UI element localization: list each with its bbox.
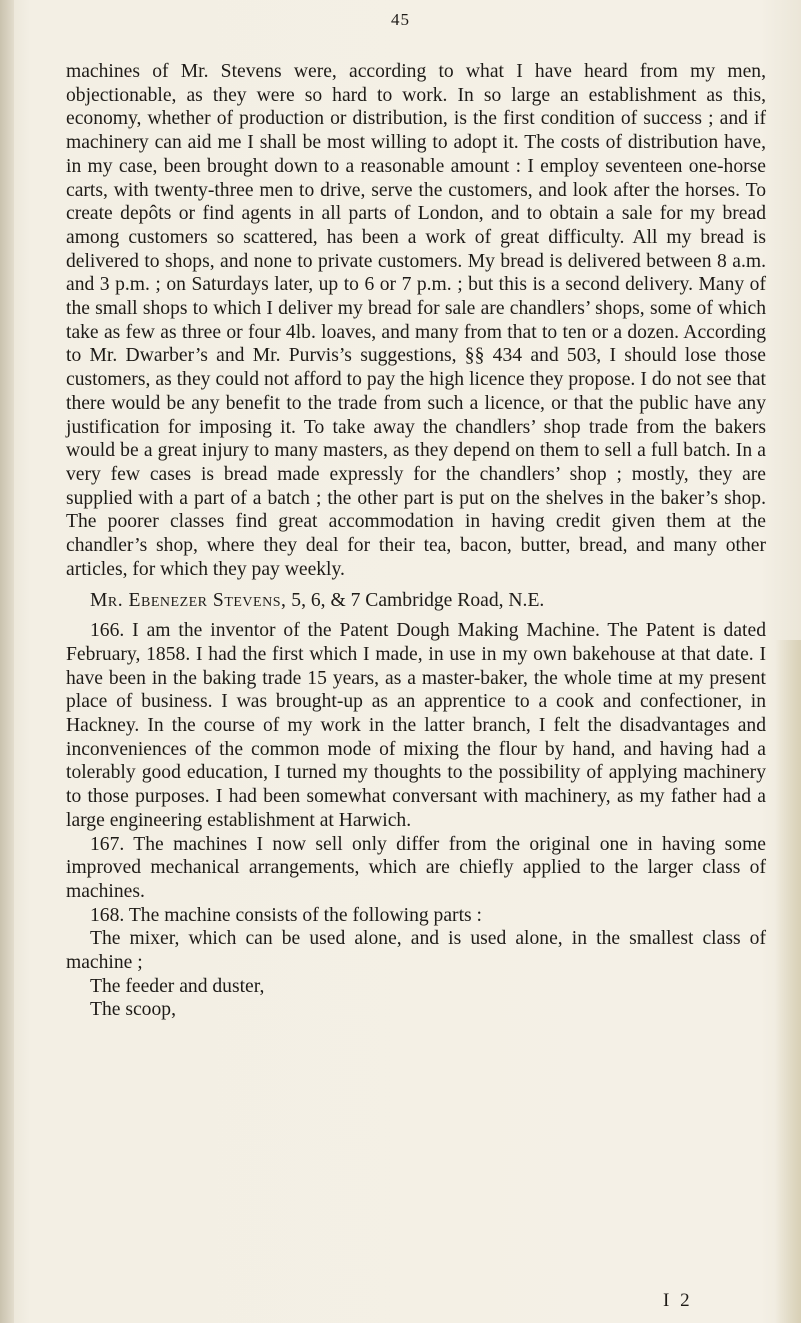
paragraph-167: 167. The machines I now sell only differ from the original one in having some improved mechanical arrangements, which are chiefly applied to the larger class of machines. [66,833,766,902]
paragraph-168: 168. The machine consists of the following parts : [90,904,482,926]
page-edge-stain [775,640,801,1323]
list-item-feeder: The feeder and duster, [90,975,265,997]
page-gutter-shadow [0,0,14,1323]
paragraph-continuation: machines of Mr. Stevens were, according to what I have heard from my men, objectionable, as they were so hard to work. In so large an establishment as this, economy, whether of production or distribution, is the first condition of success ; and if machinery can aid me I shall be most willing to adopt it. The costs of distribution have, in my case, been brought down to a reasonable amount : I employ seventeen one-horse carts, with twenty-three men to drive, serve the customers, and look after the horses. To create depôts or find agents in all parts of London, and to obtain a sale for my bread among customers so scattered, has been a work of great difficulty. All my bread is delivered to shops, and none to private customers. My bread is delivered between 8 a.m. and 3 p.m. ; on Saturdays later, up to 6 or 7 p.m. ; but this is a second delivery. Many of the small shops to which I deliver my bread for sale are chandlers’ shops, some of which take as few as three or four 4lb. loaves, and many from that to ten or a dozen. According to Mr. Dwarber’s and Mr. Purvis’s suggestions, §§ 434 and 503, I should lose those customers, as they could not afford to pay the high licence they propose. I do not see that there would be any benefit to the trade from such a licence, or that the public have any justification for imposing it. To take away the chandlers’ shop trade from the bakers would be a great injury to many masters, as they depend on them to sell a full batch. In a very few cases is bread made expressly for the chandlers’ shop ; mostly, they are supplied with a part of a batch ; the other part is put on the shelves in the baker’s shop. The poorer classes find great accommodation in having credit given them at the chandler’s shop, where they deal for their tea, bacon, butter, bread, and many other articles, for which they pay weekly. [66,61,766,580]
list-item-scoop: The scoop, [90,999,176,1021]
paragraph-166: 166. I am the inventor of the Patent Dough Making Machine. The Patent is dated February, 1858. I had the first which I made, in use in my own bakehouse at that date. I have been in the baking trade 15 years, as a master-baker, the whole time at my present place of business. I was brought-up as an apprentice to a cook and confectioner, in Hackney. In the course of my work in the latter branch, I felt the disadvantages and inconveniences of the common mode of mixing the flour by hand, and having had a tolerably good education, I turned my thoughts to the possibility of applying machinery to those purposes. I had been somewhat conversant with machinery, as my father had a large engineering establishment at Harwich. [66,620,766,831]
witness-name: Mr. Ebenezer Stevens, [90,590,287,612]
printer-signature-mark: I 2 [663,1290,693,1311]
body-text [66,60,766,1022]
list-item-mixer: The mixer, which can be used alone, and is used alone, in the smallest class of machine ; [66,928,766,974]
witness-address: 5, 6, & 7 Cambridge Road, N.E. [286,590,545,612]
witness-heading [66,589,766,613]
page-number: 45 [391,10,410,29]
